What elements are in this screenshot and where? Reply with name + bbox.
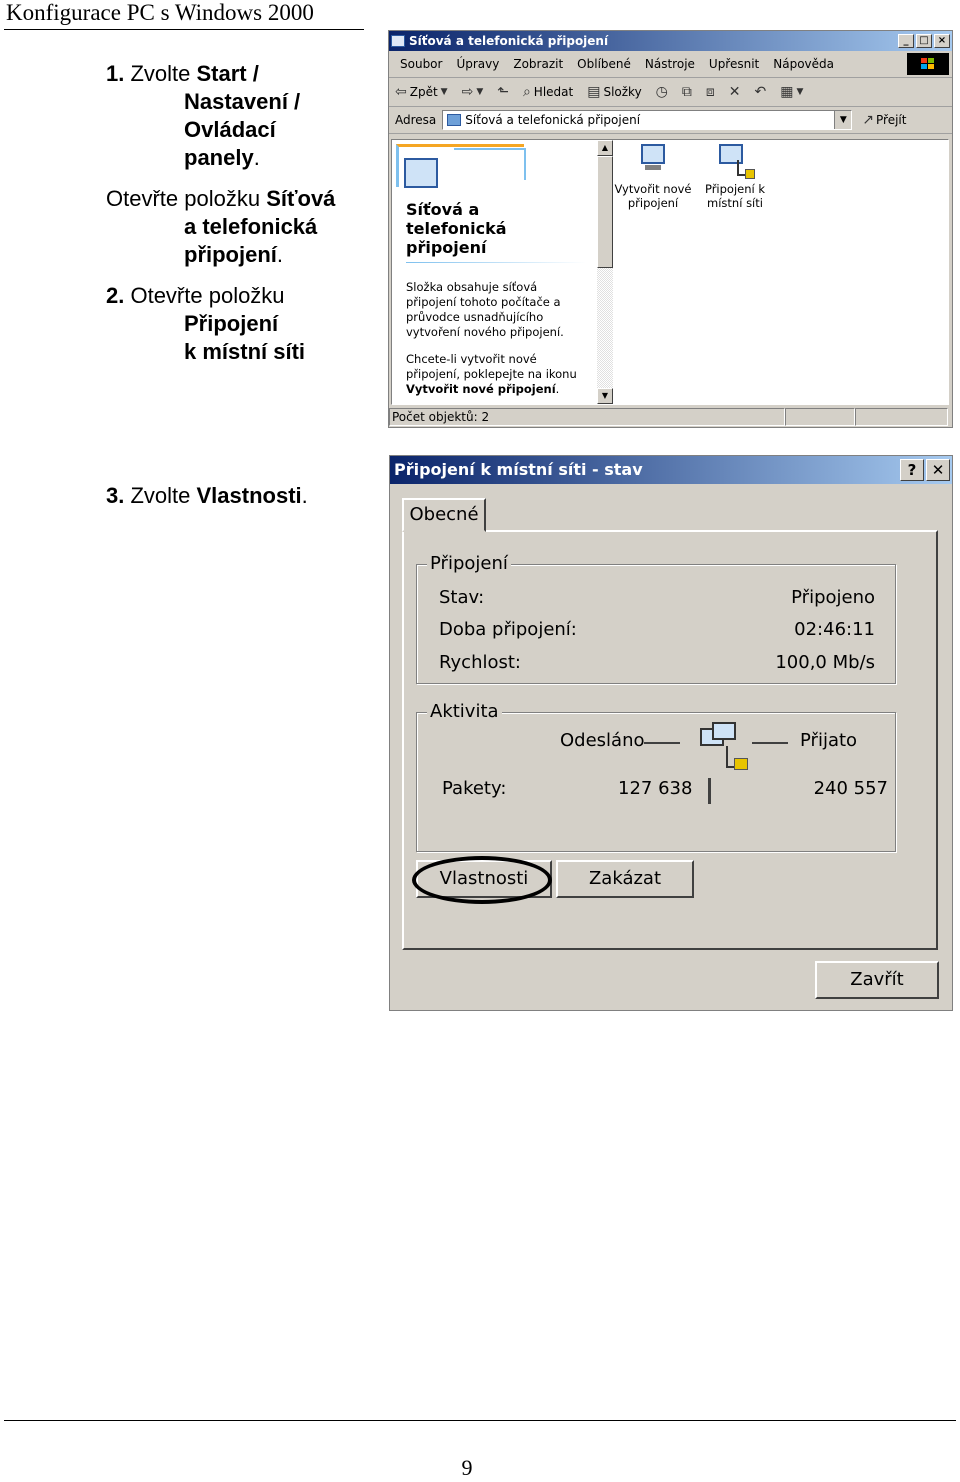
folder-hint — [406, 352, 591, 397]
status-bar — [389, 407, 952, 427]
connection-group — [416, 553, 896, 684]
step-1-period: . — [253, 145, 260, 170]
received-label: Přijato — [800, 730, 858, 751]
state-value: Připojeno — [791, 587, 875, 608]
views-icon: ▦ — [780, 84, 794, 100]
step-1-path-panels: panely — [184, 145, 254, 170]
new-connection-label-1: Vytvořit nové — [614, 182, 692, 196]
speed-value: 100,0 Mb/s — [775, 652, 875, 673]
undo-icon: ↶ — [754, 84, 767, 100]
packets-divider — [708, 778, 711, 804]
dropdown-icon: ▼ — [440, 87, 448, 97]
connection-group-label: Připojení — [427, 553, 511, 575]
packets-sent-value: 127 638 — [618, 778, 693, 799]
menu-tools[interactable]: Nástroje — [644, 57, 695, 71]
scroll-up-icon[interactable]: ▲ — [597, 140, 613, 156]
status-object-count: Počet objektů: 2 — [389, 408, 785, 426]
go-arrow-icon: ↗ — [862, 112, 875, 128]
menu-favorites[interactable]: Oblíbené — [577, 57, 631, 71]
search-button[interactable] — [523, 84, 573, 100]
copy-to-icon: ⧈ — [705, 84, 715, 100]
lan-status-dialog — [389, 455, 953, 1011]
lan-connection-item[interactable] — [690, 142, 780, 210]
sent-label: Odesláno — [560, 730, 645, 751]
address-input[interactable] — [442, 110, 852, 130]
step-1-path-settings: Nastavení / — [184, 89, 301, 114]
web-view-pane — [392, 140, 597, 404]
packets-label: Pakety: — [442, 778, 507, 799]
duration-value: 02:46:11 — [794, 619, 875, 640]
copy-to-button[interactable] — [706, 84, 715, 100]
delete-icon: ✕ — [728, 84, 741, 100]
maximize-button[interactable]: □ — [916, 34, 932, 48]
menu-bar — [389, 51, 952, 78]
folders-label: Složky — [603, 85, 642, 99]
back-button[interactable] — [395, 84, 448, 100]
explorer-window — [388, 30, 953, 428]
step-1-path-control: Ovládací — [184, 117, 276, 142]
activity-group-label: Aktivita — [427, 701, 502, 723]
close-button[interactable]: × — [934, 34, 950, 48]
menu-help[interactable]: Nápověda — [773, 57, 835, 71]
step-1-item-connections: připojení — [184, 242, 277, 267]
step-2-verb: Otevřte položku — [124, 283, 285, 308]
lan-connection-icon — [719, 142, 751, 176]
delete-button[interactable] — [729, 84, 741, 100]
views-button[interactable] — [780, 84, 803, 100]
folder-description: Složka obsahuje síťová připojení tohoto počítače a průvodce usnadňujícího vytvoření nového připojení. — [406, 280, 564, 339]
step-3-number: 3. — [106, 483, 125, 508]
general-tab-page — [402, 530, 938, 950]
packets-received-value: 240 557 — [813, 778, 888, 799]
document-header: Konfigurace PC s Windows 2000 — [6, 0, 314, 25]
step-1-open — [106, 185, 335, 269]
address-value: Síťová a telefonická připojení — [465, 113, 641, 127]
tab-general[interactable]: Obecné — [402, 498, 486, 532]
back-label: Zpět — [409, 85, 438, 99]
undo-button[interactable] — [755, 84, 767, 100]
network-folder-icon — [447, 114, 461, 126]
folder-title-divider — [406, 262, 586, 263]
new-connection-item[interactable] — [608, 142, 698, 210]
go-button[interactable] — [862, 112, 906, 128]
network-connections-icon — [404, 158, 438, 188]
speed-label: Rychlost: — [439, 652, 521, 673]
folders-button[interactable] — [587, 84, 641, 100]
address-dropdown-icon[interactable]: ▼ — [834, 111, 851, 129]
step-1 — [106, 60, 300, 172]
search-icon: ⌕ — [522, 84, 531, 100]
network-activity-icon — [696, 720, 756, 776]
explorer-titlebar — [389, 31, 952, 51]
step-1-open-verb: Otevřte položku — [106, 186, 267, 211]
search-label: Hledat — [533, 85, 574, 99]
menu-edit[interactable]: Úpravy — [456, 57, 500, 71]
received-line — [752, 742, 788, 744]
step-2-item-lan: k místní síti — [184, 339, 306, 364]
state-label: Stav: — [439, 587, 485, 608]
back-arrow-icon: ⇦ — [395, 84, 407, 100]
step-3 — [106, 482, 308, 510]
status-panel-2 — [785, 408, 855, 426]
step-1-number: 1. — [106, 61, 125, 86]
move-to-button[interactable] — [682, 84, 692, 100]
menu-advanced[interactable]: Upřesnit — [708, 57, 760, 71]
folder-title-line-3: připojení — [406, 238, 487, 257]
step-2 — [106, 282, 305, 366]
disable-button[interactable]: Zakázat — [556, 860, 694, 898]
folder-hint-period: . — [555, 382, 560, 396]
folder-hint-item: Vytvořit nové připojení — [406, 382, 556, 396]
up-folder-icon: ⬑ — [497, 84, 509, 100]
step-1-item-telephone: a telefonická — [184, 214, 318, 239]
toolbar — [389, 78, 952, 107]
help-button[interactable]: ? — [900, 459, 924, 481]
folder-hint-text: Chcete-li vytvořit nové připojení, poklepejte na ikonu — [406, 352, 577, 381]
menu-view[interactable]: Zobrazit — [513, 57, 564, 71]
windows-logo-icon — [907, 53, 949, 75]
footer-rule — [4, 1420, 956, 1421]
forward-button[interactable] — [462, 84, 484, 100]
folder-title-line-2: telefonická — [406, 219, 507, 238]
forward-arrow-icon: ⇨ — [461, 84, 474, 100]
explorer-title: Síťová a telefonická připojení — [409, 34, 609, 48]
dropdown-icon: ▼ — [796, 87, 804, 97]
header-underline — [4, 29, 364, 30]
history-icon: ◷ — [655, 84, 668, 100]
dialog-title: Připojení k místní síti - stav — [394, 460, 643, 479]
menu-file[interactable]: Soubor — [400, 57, 443, 71]
page-number: 9 — [461, 1455, 473, 1480]
minimize-button[interactable]: _ — [898, 34, 914, 48]
new-connection-label-2: připojení — [627, 196, 679, 210]
step-1-item-network: Síťová — [266, 186, 336, 211]
step-2-number: 2. — [106, 283, 125, 308]
step-3-verb: Zvolte — [124, 483, 197, 508]
step-3-item-properties: Vlastnosti — [196, 483, 302, 508]
folders-icon: ▤ — [587, 84, 601, 100]
properties-highlight-ellipse — [412, 856, 552, 904]
step-1-verb: Zvolte — [124, 61, 197, 86]
move-to-icon: ⧉ — [681, 84, 692, 100]
close-dialog-button[interactable]: Zavřít — [815, 961, 939, 999]
scroll-down-icon[interactable]: ▼ — [597, 388, 613, 404]
folder-title-line-1: Síťová a — [406, 200, 480, 219]
up-folder-button[interactable] — [497, 84, 509, 100]
folder-content — [391, 139, 949, 405]
decorative-frame-box — [454, 148, 526, 180]
sent-line — [644, 742, 680, 744]
network-folder-icon — [391, 35, 405, 47]
history-button[interactable] — [656, 84, 668, 100]
step-1-path-start: Start / — [196, 61, 259, 86]
address-label: Adresa — [395, 113, 437, 127]
new-connection-icon — [637, 142, 669, 176]
folder-title — [406, 200, 586, 257]
dropdown-icon: ▼ — [476, 87, 484, 97]
step-1-open-period: . — [276, 242, 284, 267]
lan-connection-label-1: Připojení k — [704, 182, 766, 196]
step-3-period: . — [301, 483, 308, 508]
go-label: Přejít — [876, 113, 907, 127]
address-bar — [389, 107, 952, 134]
status-panel-3 — [855, 408, 948, 426]
lan-connection-label-2: místní síti — [707, 196, 763, 210]
dialog-titlebar — [390, 456, 952, 484]
step-2-item-connection: Připojení — [184, 311, 279, 336]
duration-label: Doba připojení: — [439, 619, 577, 640]
dialog-close-button[interactable]: ✕ — [926, 459, 950, 481]
properties-button[interactable]: Vlastnosti — [416, 860, 552, 898]
